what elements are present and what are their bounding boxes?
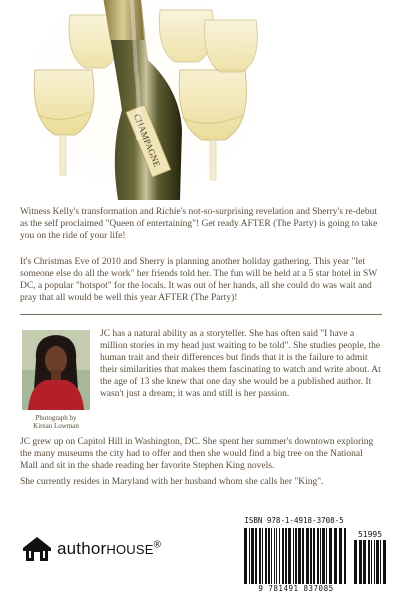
publisher-name-part2: HOUSE <box>106 542 154 557</box>
author-photo <box>22 330 90 410</box>
barcode-bar <box>262 528 263 584</box>
barcode-bar <box>359 540 362 584</box>
registered-mark: ® <box>153 539 162 551</box>
authorhouse-logo-icon <box>22 536 52 562</box>
barcode-bar <box>274 528 275 584</box>
barcode-bar <box>276 528 277 584</box>
barcode-bar <box>374 540 375 584</box>
barcode-bar <box>310 528 312 584</box>
barcode-bar <box>371 540 372 584</box>
barcode-bar <box>383 540 386 584</box>
barcode-bar <box>329 528 332 584</box>
barcode-bar <box>293 528 294 584</box>
barcode-bar <box>334 528 337 584</box>
champagne-illustration <box>30 0 260 200</box>
barcode-bar <box>295 528 297 584</box>
barcode-bar <box>285 528 287 584</box>
barcode-bar <box>298 528 301 584</box>
barcode-bar <box>368 540 370 584</box>
barcode-bar <box>251 528 254 584</box>
photo-credit-line2: Kirean Lowman <box>33 422 79 430</box>
author-bio-paragraph: JC has a natural ability as a storyteller. She has often said "I have a million stories in my head just waiting to be told". She studies people, the human trait and their differences but finds that it is the failure to admit their similarities that makes them fascinating to watch and write about. At the age of 13 she knew that one day she would be a published author. It wasn't just a dream; it was and still is her passion. <box>100 329 381 399</box>
publisher-name <box>57 539 161 559</box>
price-code: 51995 <box>357 530 383 539</box>
barcode-bar <box>320 528 321 584</box>
bottle-label-text: CHAMPAGNE <box>131 112 163 169</box>
author-bio-paragraph-3: She currently resides in Maryland with her husband whom she calls her "King". <box>20 477 324 487</box>
barcode-bar <box>313 528 315 584</box>
barcode-bar <box>244 528 247 584</box>
barcode-bar <box>322 528 325 584</box>
barcode-bar <box>265 528 267 584</box>
isbn-text: ISBN 978-1-4918-3708-5 <box>244 516 344 525</box>
barcode-bar <box>376 540 379 584</box>
barcode-bar <box>354 540 357 584</box>
barcode-bar <box>288 528 291 584</box>
barcode-bar <box>344 528 346 584</box>
barcode-bar <box>380 540 381 584</box>
barcode-bar <box>282 528 284 584</box>
barcode-bar <box>302 528 304 584</box>
barcode-digits: 9 781491 837085 <box>258 584 334 593</box>
barcode-bar <box>306 528 309 584</box>
publisher-name-part1: author <box>57 539 107 558</box>
isbn-barcode <box>238 516 388 596</box>
barcode-bar <box>363 540 366 584</box>
photo-credit-line1: Photograph by <box>35 414 77 422</box>
barcode-bar <box>255 528 257 584</box>
barcode-bar <box>259 528 261 584</box>
barcode-bar <box>339 528 342 584</box>
barcode-bar <box>249 528 250 584</box>
barcode-bar <box>271 528 272 584</box>
barcode-bar <box>326 528 327 584</box>
photo-credit <box>22 414 90 430</box>
barcode-bar <box>317 528 319 584</box>
barcode-bar <box>279 528 280 584</box>
author-portrait <box>22 330 90 410</box>
barcode-bars-addon <box>354 540 386 584</box>
publisher-logo <box>22 535 161 563</box>
divider-line <box>20 314 382 315</box>
cover-photo-champagne <box>30 0 260 200</box>
barcode-bar <box>268 528 270 584</box>
blurb-paragraph-2: It's Christmas Eve of 2010 and Sherry is planning another holiday gathering. This year "let someone else do all the work" her friends told her. The fun will be held at a 5 star hotel in SW DC, a popular "hotspot" for the locals. It was out of her hands, all she could do was wait and pray that all would be well this year AFTER (The Party)! <box>20 257 378 303</box>
blurb-paragraph-1: Witness Kelly's transformation and Richie's not-so-surprising revelation and Sherry's re-debut as the self proclaimed "Queen of entertaining"! Get ready AFTER (The Party) is going to take you on the ride of your life! <box>20 207 378 241</box>
author-bio-paragraph-2: JC grew up on Capitol Hill in Washington, DC. She spent her summer's downtown exploring the many museums the city had to offer and then she would find a big tree on the National Mall and sit in the shade reading her favorite Stephen King novels. <box>20 437 374 471</box>
barcode-bars-main <box>244 528 348 584</box>
